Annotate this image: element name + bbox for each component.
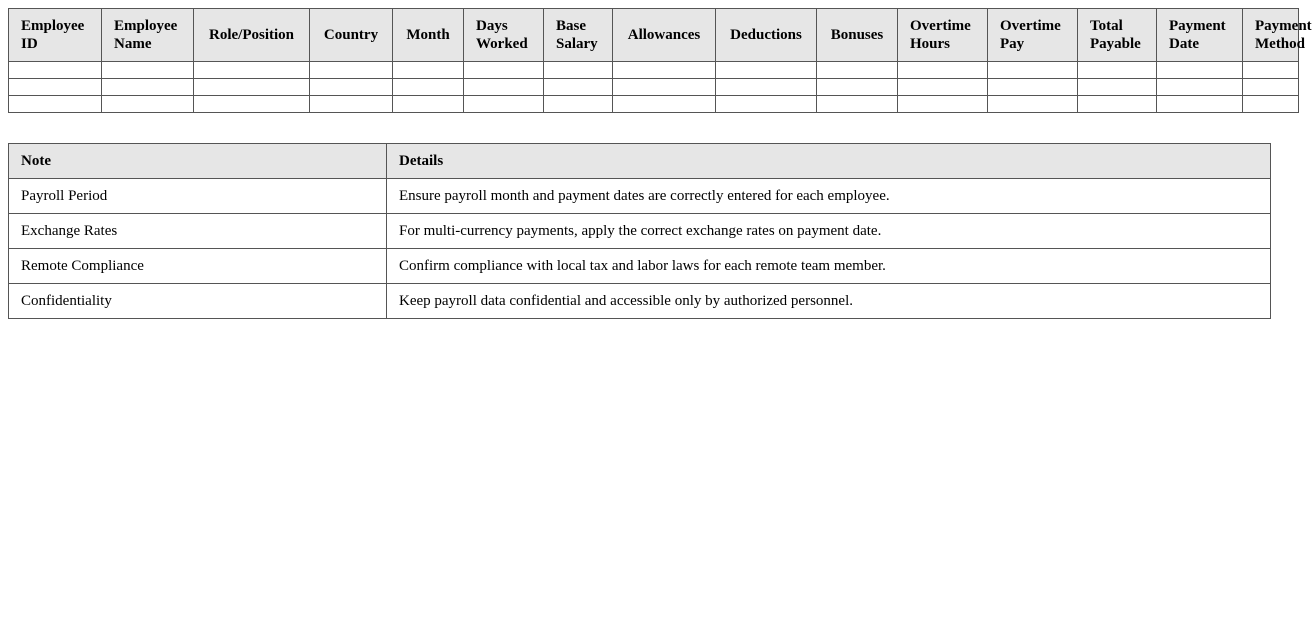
note-details: Keep payroll data confidential and accessible only by authorized personnel. bbox=[387, 284, 1271, 319]
payroll-cell[interactable] bbox=[102, 62, 194, 79]
header-total-payable: Total Payable bbox=[1078, 9, 1157, 62]
payroll-cell[interactable] bbox=[716, 62, 817, 79]
notes-header-row bbox=[9, 144, 1271, 179]
payroll-cell[interactable] bbox=[544, 96, 613, 113]
note-label: Exchange Rates bbox=[9, 214, 387, 249]
notes-row bbox=[9, 179, 1271, 214]
payroll-cell[interactable] bbox=[544, 62, 613, 79]
payroll-cell[interactable] bbox=[310, 62, 393, 79]
header-overtime-hours: Overtime Hours bbox=[898, 9, 988, 62]
notes-row bbox=[9, 214, 1271, 249]
payroll-cell[interactable] bbox=[1078, 62, 1157, 79]
payroll-empty-row bbox=[9, 62, 1299, 79]
payroll-cell[interactable] bbox=[988, 79, 1078, 96]
payroll-cell[interactable] bbox=[9, 96, 102, 113]
payroll-cell[interactable] bbox=[102, 96, 194, 113]
header-payment-method: Payment Method bbox=[1243, 9, 1299, 62]
note-details: For multi-currency payments, apply the correct exchange rates on payment date. bbox=[387, 214, 1271, 249]
header-month: Month bbox=[393, 9, 464, 62]
notes-table-container bbox=[8, 143, 1270, 319]
payroll-cell[interactable] bbox=[194, 96, 310, 113]
header-employee-id: Employee ID bbox=[9, 9, 102, 62]
payroll-cell[interactable] bbox=[1157, 79, 1243, 96]
payroll-cell[interactable] bbox=[310, 96, 393, 113]
payroll-cell[interactable] bbox=[544, 79, 613, 96]
payroll-cell[interactable] bbox=[613, 96, 716, 113]
payroll-cell[interactable] bbox=[1078, 96, 1157, 113]
payroll-cell[interactable] bbox=[310, 79, 393, 96]
notes-row bbox=[9, 284, 1271, 319]
note-details: Confirm compliance with local tax and labor laws for each remote team member. bbox=[387, 249, 1271, 284]
payroll-table-container bbox=[8, 8, 1312, 113]
note-label: Confidentiality bbox=[9, 284, 387, 319]
payroll-cell[interactable] bbox=[716, 96, 817, 113]
header-bonuses: Bonuses bbox=[817, 9, 898, 62]
header-details: Details bbox=[387, 144, 1271, 179]
payroll-empty-row bbox=[9, 96, 1299, 113]
payroll-cell[interactable] bbox=[1243, 62, 1299, 79]
payroll-cell[interactable] bbox=[1157, 96, 1243, 113]
payroll-cell[interactable] bbox=[194, 62, 310, 79]
header-deductions: Deductions bbox=[716, 9, 817, 62]
payroll-header-row bbox=[9, 9, 1299, 62]
header-base-salary: Base Salary bbox=[544, 9, 613, 62]
payroll-cell[interactable] bbox=[393, 62, 464, 79]
payroll-empty-row bbox=[9, 79, 1299, 96]
header-country: Country bbox=[310, 9, 393, 62]
payroll-cell[interactable] bbox=[716, 79, 817, 96]
payroll-cell[interactable] bbox=[9, 79, 102, 96]
header-overtime-pay: Overtime Pay bbox=[988, 9, 1078, 62]
header-days-worked: Days Worked bbox=[464, 9, 544, 62]
payroll-cell[interactable] bbox=[817, 79, 898, 96]
notes-table bbox=[8, 143, 1271, 319]
payroll-cell[interactable] bbox=[194, 79, 310, 96]
header-note: Note bbox=[9, 144, 387, 179]
payroll-cell[interactable] bbox=[1078, 79, 1157, 96]
payroll-cell[interactable] bbox=[898, 79, 988, 96]
payroll-cell[interactable] bbox=[613, 79, 716, 96]
payroll-cell[interactable] bbox=[898, 62, 988, 79]
note-details: Ensure payroll month and payment dates are correctly entered for each employee. bbox=[387, 179, 1271, 214]
payroll-cell[interactable] bbox=[613, 62, 716, 79]
payroll-cell[interactable] bbox=[393, 79, 464, 96]
notes-row bbox=[9, 249, 1271, 284]
header-payment-date: Payment Date bbox=[1157, 9, 1243, 62]
payroll-cell[interactable] bbox=[817, 62, 898, 79]
payroll-cell[interactable] bbox=[817, 96, 898, 113]
payroll-cell[interactable] bbox=[1243, 79, 1299, 96]
payroll-cell[interactable] bbox=[1157, 62, 1243, 79]
header-allowances: Allowances bbox=[613, 9, 716, 62]
payroll-cell[interactable] bbox=[1243, 96, 1299, 113]
note-label: Payroll Period bbox=[9, 179, 387, 214]
header-role-position: Role/Position bbox=[194, 9, 310, 62]
payroll-cell[interactable] bbox=[464, 96, 544, 113]
payroll-cell[interactable] bbox=[464, 79, 544, 96]
header-employee-name: Employee Name bbox=[102, 9, 194, 62]
payroll-cell[interactable] bbox=[898, 96, 988, 113]
payroll-cell[interactable] bbox=[464, 62, 544, 79]
payroll-cell[interactable] bbox=[102, 79, 194, 96]
payroll-cell[interactable] bbox=[988, 62, 1078, 79]
payroll-cell[interactable] bbox=[988, 96, 1078, 113]
note-label: Remote Compliance bbox=[9, 249, 387, 284]
payroll-cell[interactable] bbox=[9, 62, 102, 79]
payroll-cell[interactable] bbox=[393, 96, 464, 113]
payroll-table bbox=[8, 8, 1312, 113]
